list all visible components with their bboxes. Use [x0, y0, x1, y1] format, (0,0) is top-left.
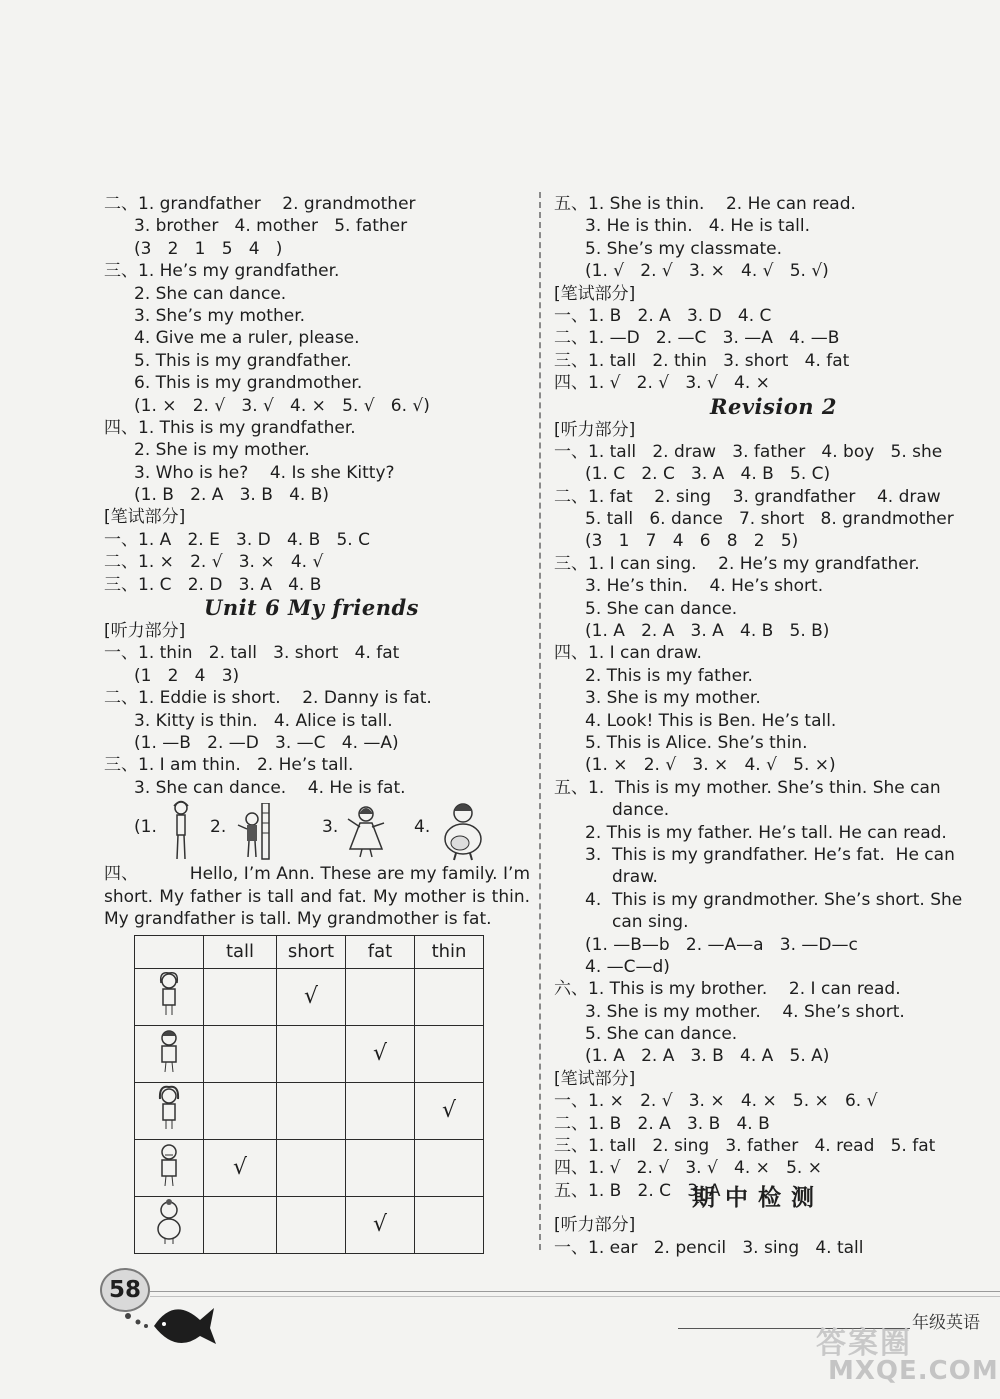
table-cell: √	[346, 1025, 415, 1082]
table-header-cell: tall	[204, 935, 277, 968]
answer-line: (1. C 2. C 3. A 4. B 5. C)	[585, 464, 831, 485]
answer-line: 5. This is my grandfather.	[134, 350, 352, 371]
table-cell: √	[346, 1196, 415, 1253]
grandfather-portrait-icon	[155, 1142, 183, 1188]
answer-line: 四、1. This is my grandfather.	[104, 417, 356, 438]
girl-portrait-icon	[155, 971, 183, 1017]
picture-label: 2.	[210, 817, 227, 838]
footer-label: 年级英语	[912, 1313, 980, 1333]
question-number: 四、	[104, 864, 139, 885]
section-header: [听力部分]	[554, 419, 636, 440]
picture-label: 3.	[322, 817, 339, 838]
answer-line: 5. She can dance.	[585, 1024, 738, 1045]
table-row	[135, 1139, 484, 1196]
table-cell	[204, 968, 277, 1025]
answer-line: 二、1. grandfather 2. grandmother	[104, 194, 416, 214]
answer-line: 二、1. fat 2. sing 3. grandfather 4. draw	[554, 486, 941, 507]
table-cell	[346, 968, 415, 1025]
answer-line: (1. √ 2. √ 3. × 4. √ 5. √)	[585, 261, 829, 282]
section-header: [听力部分]	[554, 1215, 636, 1236]
table-header-cell	[135, 935, 204, 968]
answer-line: (1. —B—b 2. —A—a 3. —D—c	[585, 934, 858, 955]
person-cell	[135, 1196, 204, 1253]
answer-line: 五、1. B 2. C 3. A	[554, 1180, 721, 1201]
table-cell	[204, 1196, 277, 1253]
person-cell	[135, 1025, 204, 1082]
table-cell	[415, 1139, 484, 1196]
table-row	[135, 1196, 484, 1253]
footer-rule	[150, 1291, 1000, 1292]
table-cell	[346, 1082, 415, 1139]
answer-line: 2. She is my mother.	[134, 440, 310, 461]
answer-line: 三、1. I can sing. 2. He’s my grandfather.	[554, 553, 920, 574]
answer-line: 一、1. tall 2. draw 3. father 4. boy 5. she	[554, 441, 943, 462]
answer-line: 4. —C—d)	[585, 956, 670, 977]
picture-label: (1.	[134, 817, 157, 838]
answer-line: (3 1 7 4 6 8 2 5)	[585, 531, 799, 552]
column-divider	[539, 192, 541, 1250]
revision-title: Revision 2	[710, 393, 837, 419]
table-cell: √	[204, 1139, 277, 1196]
answer-line: 3. brother 4. mother 5. father	[134, 216, 408, 237]
answer-line: 2. This is my father. He’s tall. He can read.	[585, 822, 947, 843]
person-cell	[135, 1082, 204, 1139]
answer-line: (3 2 1 5 4 )	[134, 238, 283, 259]
footer-rule	[150, 1296, 1000, 1297]
table-cell	[277, 1196, 346, 1253]
watermark-logo: 答案圈	[816, 1326, 912, 1361]
answer-line: 3. She’s my mother.	[134, 305, 306, 326]
table-cell: √	[277, 968, 346, 1025]
table-cell	[204, 1082, 277, 1139]
answer-line: (1. × 2. √ 3. × 4. √ 5. ×)	[585, 755, 836, 776]
answer-line: 4. This is my grandmother. She’s short. She	[585, 889, 963, 910]
family-table	[134, 935, 484, 1254]
answer-line: 二、1. × 2. √ 3. × 4. √	[104, 552, 324, 573]
section-header: [笔试部分]	[554, 1068, 636, 1089]
answer-line: draw.	[612, 867, 658, 888]
table-cell	[415, 1196, 484, 1253]
answer-line: 3. Kitty is thin. 4. Alice is tall.	[134, 710, 393, 731]
grandmother-portrait-icon	[154, 1199, 184, 1245]
person-cell	[135, 968, 204, 1025]
answer-line: 五、1. She is thin. 2. He can read.	[554, 194, 856, 214]
answer-line: 二、1. —D 2. —C 3. —A 4. —B	[554, 328, 840, 349]
answer-line: 5. This is Alice. She’s thin.	[585, 732, 808, 753]
watermark-url: MXQE.COM	[828, 1356, 999, 1386]
answer-line: 3. Who is he? 4. Is she Kitty?	[134, 462, 395, 483]
answer-line: 三、1. He’s my grandfather.	[104, 261, 340, 282]
answer-line: 二、1. B 2. A 3. B 4. B	[554, 1113, 770, 1134]
picture-label: 4.	[414, 817, 431, 838]
boy-height-chart-figure	[234, 803, 278, 861]
tall-girl-figure	[168, 799, 194, 861]
table-cell	[277, 1139, 346, 1196]
answer-line: can sing.	[612, 912, 689, 933]
answer-line: 一、1. thin 2. tall 3. short 4. fat	[104, 643, 400, 664]
picture-answers	[104, 799, 530, 863]
answer-line: 四、1. √ 2. √ 3. √ 4. ×	[554, 373, 770, 394]
unit-title: Unit 6 My friends	[204, 595, 419, 621]
midterm-title: 期中检测	[692, 1185, 824, 1212]
answer-line: 一、1. B 2. A 3. D 4. C	[554, 305, 772, 326]
answer-line: (1. A 2. A 3. A 4. B 5. B)	[585, 621, 830, 642]
table-cell	[346, 1139, 415, 1196]
answer-line: 三、1. tall 2. sing 3. father 4. read 5. fat	[554, 1136, 936, 1157]
right-column	[554, 193, 984, 1259]
answer-line: 二、1. Eddie is short. 2. Danny is fat.	[104, 688, 432, 709]
answer-line: (1. B 2. A 3. B 4. B)	[134, 485, 330, 506]
answer-line: 3. He is thin. 4. He is tall.	[585, 216, 810, 237]
fish-decoration-icon	[120, 1290, 216, 1346]
table-row	[135, 1025, 484, 1082]
answer-line: 3. He’s thin. 4. He’s short.	[585, 576, 824, 597]
section-header: [听力部分]	[104, 621, 186, 642]
table-cell: √	[415, 1082, 484, 1139]
dancing-girl-figure	[344, 805, 388, 859]
answer-line: 2. This is my father.	[585, 665, 753, 686]
answer-line: 5. tall 6. dance 7. short 8. grandmother	[585, 509, 954, 530]
answer-line: 六、1. This is my brother. 2. I can read.	[554, 979, 901, 1000]
section-header: [笔试部分]	[554, 283, 636, 304]
table-header-row	[135, 935, 484, 968]
passage-text: Hello, I’m Ann. These are my family. I’m short. My father is tall and fat. My mother is thin. My grandfather is tall. My grandmother is fat.	[104, 864, 530, 930]
answer-line: 3. She can dance. 4. He is fat.	[134, 777, 406, 798]
answer-line: 6. This is my grandmother.	[134, 373, 363, 394]
answer-line: 3. She is my mother. 4. She’s short.	[585, 1001, 905, 1022]
table-row	[135, 968, 484, 1025]
answer-line: (1. × 2. √ 3. √ 4. × 5. √ 6. √)	[134, 395, 430, 416]
person-cell	[135, 1139, 204, 1196]
answer-line: 三、1. I am thin. 2. He’s tall.	[104, 755, 354, 776]
answer-line: (1. A 2. A 3. B 4. A 5. A)	[585, 1046, 830, 1067]
table-row	[135, 1082, 484, 1139]
answer-line: (1 2 4 3)	[134, 665, 240, 686]
table-cell	[277, 1082, 346, 1139]
answer-line: 5. She can dance.	[585, 598, 738, 619]
table-cell	[204, 1025, 277, 1082]
table-header-cell: fat	[346, 935, 415, 968]
answer-line: 一、1. ear 2. pencil 3. sing 4. tall	[554, 1237, 864, 1258]
table-header-cell: short	[277, 935, 346, 968]
answer-line: 4. Give me a ruler, please.	[134, 328, 360, 349]
left-column	[104, 193, 530, 1254]
answer-line: 3. She is my mother.	[585, 688, 761, 709]
answer-line: 一、1. A 2. E 3. D 4. B 5. C	[104, 529, 370, 550]
answer-line: 4. Look! This is Ben. He’s tall.	[585, 710, 837, 731]
answer-line: 四、1. I can draw.	[554, 643, 702, 664]
answer-line: 三、1. C 2. D 3. A 4. B	[104, 574, 322, 595]
answer-line: 一、1. × 2. √ 3. × 4. × 5. × 6. √	[554, 1091, 878, 1112]
fat-boy-figure	[438, 801, 488, 861]
answer-line: 三、1. tall 2. thin 3. short 4. fat	[554, 350, 850, 371]
reading-passage	[104, 863, 530, 931]
table-cell	[415, 1025, 484, 1082]
answer-line: 2. She can dance.	[134, 283, 287, 304]
table-cell	[415, 968, 484, 1025]
answer-line: (1. —B 2. —D 3. —C 4. —A)	[134, 732, 399, 753]
man-portrait-icon	[155, 1028, 183, 1074]
answer-line: 3. This is my grandfather. He’s fat. He can	[585, 844, 955, 865]
woman-portrait-icon	[155, 1085, 183, 1131]
page-number: 58	[100, 1268, 150, 1312]
answer-line: dance.	[612, 800, 670, 821]
table-header-cell: thin	[415, 935, 484, 968]
table-cell	[277, 1025, 346, 1082]
answer-line: 5. She’s my classmate.	[585, 238, 783, 259]
answer-line: 五、1. This is my mother. She’s thin. She can	[554, 777, 941, 798]
answer-line: 四、1. √ 2. √ 3. √ 4. × 5. ×	[554, 1158, 822, 1179]
section-header: [笔试部分]	[104, 507, 186, 528]
